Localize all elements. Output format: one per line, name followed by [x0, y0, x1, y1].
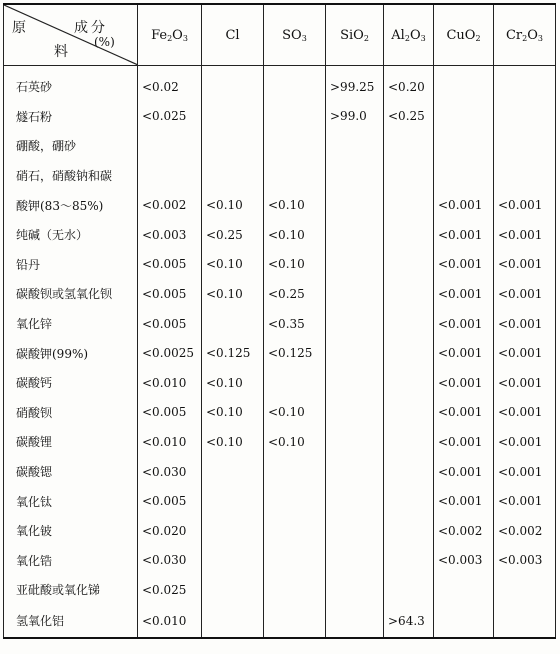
- material-name-cell: 氢氧化铝: [4, 605, 138, 638]
- value-cell-al2o3: [384, 220, 434, 250]
- column-header-sio2: SiO$_2$: [326, 4, 384, 66]
- value-cell-cuo2: <0.001: [434, 338, 494, 368]
- material-name-cell: 碳酸锶: [4, 457, 138, 487]
- value-cell-sio2: [326, 279, 384, 309]
- table-row: [4, 338, 556, 368]
- value-cell-so3: <0.35: [264, 309, 326, 339]
- value-cell-cl: <0.10: [202, 398, 264, 428]
- value-cell-cr2o3: <0.003: [494, 546, 556, 576]
- material-name-cell: 亚砒酸或氧化锑: [4, 575, 138, 605]
- value-cell-al2o3: [384, 575, 434, 605]
- value-cell-cuo2: [434, 605, 494, 638]
- value-cell-fe2o3: <0.010: [138, 427, 202, 457]
- value-cell-so3: [264, 457, 326, 487]
- value-cell-so3: [264, 546, 326, 576]
- value-cell-cl: <0.10: [202, 427, 264, 457]
- value-cell-fe2o3: [138, 131, 202, 161]
- table-row: [4, 486, 556, 516]
- value-cell-so3: [264, 102, 326, 132]
- table-row: [4, 161, 556, 191]
- value-cell-cr2o3: [494, 131, 556, 161]
- value-cell-cr2o3: <0.001: [494, 279, 556, 309]
- material-name-cell: 碳酸钙: [4, 368, 138, 398]
- value-cell-al2o3: [384, 338, 434, 368]
- value-cell-fe2o3: <0.030: [138, 457, 202, 487]
- table-row: [4, 368, 556, 398]
- value-cell-cr2o3: <0.001: [494, 220, 556, 250]
- value-cell-so3: [264, 516, 326, 546]
- value-cell-al2o3: [384, 190, 434, 220]
- table-row: [4, 102, 556, 132]
- value-cell-cr2o3: <0.001: [494, 309, 556, 339]
- value-cell-cl: [202, 516, 264, 546]
- value-cell-sio2: [326, 250, 384, 280]
- table-row: [4, 279, 556, 309]
- table-row: [4, 427, 556, 457]
- table-row: [4, 398, 556, 428]
- value-cell-cr2o3: <0.001: [494, 398, 556, 428]
- value-cell-sio2: [326, 546, 384, 576]
- value-cell-cl: <0.10: [202, 368, 264, 398]
- value-cell-cuo2: <0.001: [434, 457, 494, 487]
- value-cell-sio2: >99.0: [326, 102, 384, 132]
- material-name-cell: 硝石，硝酸钠和碳: [4, 161, 138, 191]
- value-cell-sio2: [326, 516, 384, 546]
- table-row: [4, 575, 556, 605]
- value-cell-al2o3: <0.20: [384, 66, 434, 102]
- material-name-cell: 氧化钛: [4, 486, 138, 516]
- value-cell-cl: [202, 102, 264, 132]
- value-cell-sio2: [326, 220, 384, 250]
- material-name-cell: 碳酸钾(99%): [4, 338, 138, 368]
- value-cell-fe2o3: <0.005: [138, 398, 202, 428]
- corner-label-material-2: 料: [54, 44, 68, 60]
- value-cell-cl: [202, 605, 264, 638]
- table-row: [4, 309, 556, 339]
- value-cell-al2o3: [384, 250, 434, 280]
- value-cell-cl: [202, 161, 264, 191]
- value-cell-so3: <0.10: [264, 427, 326, 457]
- value-cell-sio2: [326, 605, 384, 638]
- value-cell-al2o3: [384, 161, 434, 191]
- value-cell-sio2: [326, 398, 384, 428]
- material-name-cell: 纯碱（无水）: [4, 220, 138, 250]
- composition-table: [3, 3, 556, 639]
- value-cell-cuo2: <0.001: [434, 309, 494, 339]
- corner-label-unit: (%): [94, 35, 115, 49]
- value-cell-al2o3: [384, 309, 434, 339]
- value-cell-so3: [264, 368, 326, 398]
- material-name-cell: 氧化铍: [4, 516, 138, 546]
- value-cell-fe2o3: <0.002: [138, 190, 202, 220]
- value-cell-so3: <0.10: [264, 250, 326, 280]
- value-cell-so3: [264, 605, 326, 638]
- value-cell-cuo2: <0.003: [434, 546, 494, 576]
- value-cell-al2o3: [384, 486, 434, 516]
- value-cell-fe2o3: <0.010: [138, 605, 202, 638]
- value-cell-cr2o3: [494, 161, 556, 191]
- material-name-cell: 燧石粉: [4, 102, 138, 132]
- table-row: [4, 250, 556, 280]
- value-cell-fe2o3: <0.010: [138, 368, 202, 398]
- value-cell-so3: [264, 486, 326, 516]
- material-name-cell: 氧化锆: [4, 546, 138, 576]
- table-row: [4, 131, 556, 161]
- value-cell-cr2o3: <0.001: [494, 338, 556, 368]
- table-row: [4, 546, 556, 576]
- value-cell-cl: <0.25: [202, 220, 264, 250]
- value-cell-fe2o3: <0.003: [138, 220, 202, 250]
- value-cell-cuo2: <0.001: [434, 398, 494, 428]
- value-cell-fe2o3: <0.005: [138, 309, 202, 339]
- value-cell-fe2o3: <0.030: [138, 546, 202, 576]
- value-cell-fe2o3: <0.025: [138, 102, 202, 132]
- value-cell-al2o3: [384, 368, 434, 398]
- value-cell-cuo2: [434, 131, 494, 161]
- value-cell-sio2: [326, 427, 384, 457]
- value-cell-cl: [202, 309, 264, 339]
- value-cell-cl: [202, 486, 264, 516]
- material-name-cell: 碳酸钡或氢氧化钡: [4, 279, 138, 309]
- value-cell-sio2: [326, 368, 384, 398]
- value-cell-sio2: [326, 575, 384, 605]
- column-header-fe2o3: $Fe_2O_3$: [138, 4, 202, 66]
- value-cell-cuo2: <0.001: [434, 427, 494, 457]
- value-cell-so3: <0.10: [264, 190, 326, 220]
- material-name-cell: 硝酸钡: [4, 398, 138, 428]
- value-cell-cuo2: [434, 102, 494, 132]
- value-cell-cuo2: <0.001: [434, 250, 494, 280]
- table-row: [4, 220, 556, 250]
- value-cell-fe2o3: <0.0025: [138, 338, 202, 368]
- value-cell-cuo2: <0.001: [434, 190, 494, 220]
- material-name-cell: 铅丹: [4, 250, 138, 280]
- value-cell-cl: <0.10: [202, 190, 264, 220]
- value-cell-sio2: [326, 131, 384, 161]
- material-name-cell: 硼酸，硼砂: [4, 131, 138, 161]
- header-row: [4, 4, 556, 66]
- value-cell-fe2o3: <0.005: [138, 486, 202, 516]
- value-cell-fe2o3: <0.020: [138, 516, 202, 546]
- value-cell-cr2o3: [494, 605, 556, 638]
- value-cell-sio2: [326, 190, 384, 220]
- material-name-cell: 酸钾(83～85%): [4, 190, 138, 220]
- value-cell-fe2o3: <0.005: [138, 279, 202, 309]
- value-cell-al2o3: [384, 427, 434, 457]
- value-cell-cr2o3: <0.001: [494, 368, 556, 398]
- value-cell-cr2o3: <0.001: [494, 190, 556, 220]
- value-cell-cl: [202, 575, 264, 605]
- value-cell-so3: <0.10: [264, 398, 326, 428]
- value-cell-so3: <0.10: [264, 220, 326, 250]
- value-cell-al2o3: [384, 457, 434, 487]
- value-cell-cr2o3: [494, 102, 556, 132]
- material-name-cell: 氧化锌: [4, 309, 138, 339]
- value-cell-so3: [264, 575, 326, 605]
- value-cell-fe2o3: <0.005: [138, 250, 202, 280]
- value-cell-sio2: >99.25: [326, 66, 384, 102]
- value-cell-cr2o3: <0.001: [494, 250, 556, 280]
- value-cell-cl: [202, 546, 264, 576]
- value-cell-cr2o3: <0.002: [494, 516, 556, 546]
- value-cell-sio2: [326, 486, 384, 516]
- material-name-cell: 碳酸锂: [4, 427, 138, 457]
- value-cell-fe2o3: <0.025: [138, 575, 202, 605]
- value-cell-cr2o3: <0.001: [494, 427, 556, 457]
- value-cell-cuo2: <0.001: [434, 368, 494, 398]
- corner-header-cell: [4, 4, 138, 66]
- value-cell-al2o3: [384, 279, 434, 309]
- value-cell-cr2o3: [494, 575, 556, 605]
- value-cell-cl: <0.10: [202, 279, 264, 309]
- value-cell-cuo2: [434, 66, 494, 102]
- value-cell-cl: [202, 457, 264, 487]
- value-cell-cl: <0.125: [202, 338, 264, 368]
- value-cell-al2o3: <0.25: [384, 102, 434, 132]
- value-cell-al2o3: [384, 546, 434, 576]
- column-header-so3: $SO_3$: [264, 4, 326, 66]
- value-cell-so3: [264, 66, 326, 102]
- value-cell-so3: <0.25: [264, 279, 326, 309]
- value-cell-cr2o3: <0.001: [494, 486, 556, 516]
- value-cell-al2o3: [384, 398, 434, 428]
- value-cell-al2o3: >64.3: [384, 605, 434, 638]
- column-header-cr2o3: $Cr_2O_3$: [494, 4, 556, 66]
- value-cell-cuo2: <0.002: [434, 516, 494, 546]
- table-row: [4, 605, 556, 638]
- value-cell-sio2: [326, 457, 384, 487]
- column-header-cuo2: CuO$_2$: [434, 4, 494, 66]
- value-cell-sio2: [326, 161, 384, 191]
- value-cell-al2o3: [384, 131, 434, 161]
- value-cell-cuo2: <0.001: [434, 220, 494, 250]
- value-cell-fe2o3: <0.02: [138, 66, 202, 102]
- value-cell-so3: [264, 161, 326, 191]
- value-cell-so3: [264, 131, 326, 161]
- corner-label-material: 原: [12, 20, 26, 36]
- material-name-cell: 石英砂: [4, 66, 138, 102]
- value-cell-sio2: [326, 309, 384, 339]
- table-row: [4, 66, 556, 102]
- value-cell-al2o3: [384, 516, 434, 546]
- value-cell-sio2: [326, 338, 384, 368]
- value-cell-cr2o3: <0.001: [494, 457, 556, 487]
- table-row: [4, 457, 556, 487]
- corner-label-component: 成分: [74, 20, 108, 36]
- table-row: [4, 516, 556, 546]
- table-body: [4, 66, 556, 638]
- value-cell-cl: <0.10: [202, 250, 264, 280]
- value-cell-cl: [202, 131, 264, 161]
- value-cell-cuo2: <0.001: [434, 486, 494, 516]
- value-cell-cuo2: <0.001: [434, 279, 494, 309]
- value-cell-so3: <0.125: [264, 338, 326, 368]
- value-cell-fe2o3: [138, 161, 202, 191]
- value-cell-cuo2: [434, 575, 494, 605]
- column-header-cl: Cl: [202, 4, 264, 66]
- value-cell-cr2o3: [494, 66, 556, 102]
- table-row: [4, 190, 556, 220]
- value-cell-cl: [202, 66, 264, 102]
- column-header-al2o3: $Al_2O_3$: [384, 4, 434, 66]
- value-cell-cuo2: [434, 161, 494, 191]
